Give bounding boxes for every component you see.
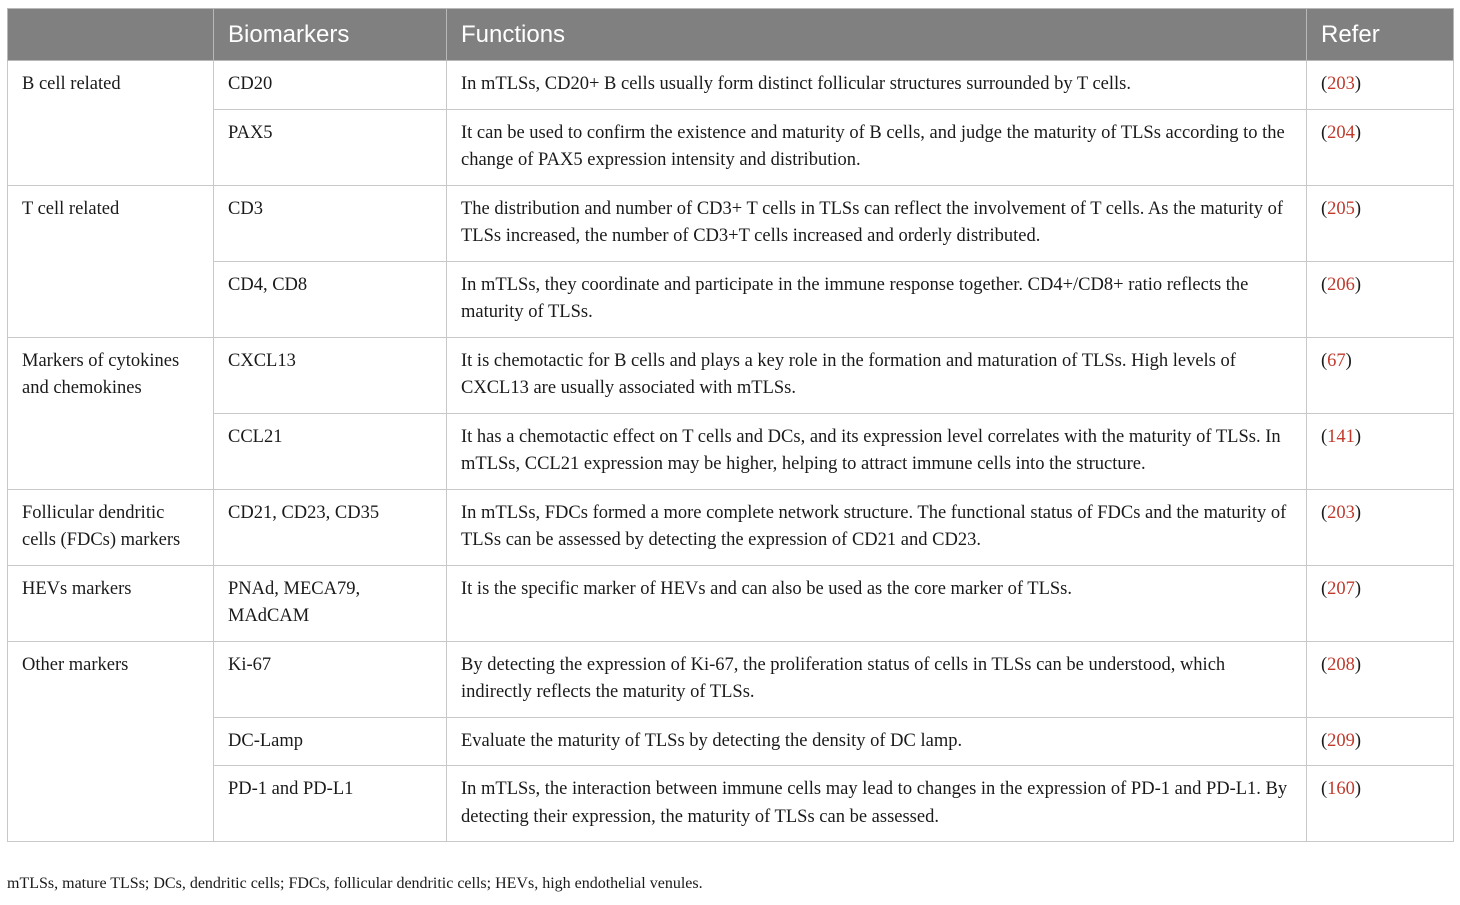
table-body: [8, 61, 1454, 842]
function-cell: Evaluate the maturity of TLSs by detecting the density of DC lamp.: [447, 717, 1307, 766]
reference-cell: (67): [1307, 337, 1454, 413]
function-cell: It is the specific marker of HEVs and can also be used as the core marker of TLSs.: [447, 565, 1307, 641]
function-cell: In mTLSs, the interaction between immune cells may lead to changes in the expression of PD-1 and PD-L1. By detecting their expression, the maturity of TLSs can be assessed.: [447, 766, 1307, 842]
function-cell: It has a chemotactic effect on T cells and DCs, and its expression level correlates with the maturity of TLSs. In mTLSs, CCL21 expression may be higher, helping to attract immune cells into the structure.: [447, 413, 1307, 489]
category-cell: Markers of cytokines and chemokines: [8, 337, 214, 489]
function-cell: It can be used to confirm the existence and maturity of B cells, and judge the maturity of TLSs according to the change of PAX5 expression intensity and distribution.: [447, 109, 1307, 185]
reference-link[interactable]: 203: [1327, 74, 1355, 94]
category-cell: Follicular dendritic cells (FDCs) markers: [8, 489, 214, 565]
table-row: [8, 185, 1454, 261]
header-functions: Functions: [447, 9, 1307, 61]
reference-cell: (203): [1307, 489, 1454, 565]
category-cell: HEVs markers: [8, 565, 214, 641]
category-cell: Other markers: [8, 641, 214, 842]
reference-cell: (203): [1307, 61, 1454, 110]
biomarker-table: [7, 8, 1454, 842]
reference-link[interactable]: 209: [1327, 730, 1355, 751]
reference-cell: (209): [1307, 717, 1454, 766]
header-category: [8, 9, 214, 61]
table-row: [8, 61, 1454, 110]
biomarker-cell: PNAd, MECA79, MAdCAM: [214, 565, 447, 641]
function-cell: It is chemotactic for B cells and plays a key role in the formation and maturation of TLSs. High levels of CXCL13 are usually associated with mTLSs.: [447, 337, 1307, 413]
table-header-row: [8, 9, 1454, 61]
biomarker-cell: CCL21: [214, 413, 447, 489]
biomarker-cell: CD21, CD23, CD35: [214, 489, 447, 565]
reference-link[interactable]: 208: [1327, 654, 1355, 675]
header-refer: Refer: [1307, 9, 1454, 61]
reference-link[interactable]: 160: [1327, 779, 1355, 799]
reference-link[interactable]: 205: [1327, 198, 1355, 219]
reference-cell: (205): [1307, 185, 1454, 261]
biomarker-cell: CD20: [214, 61, 447, 110]
table-row: [8, 413, 1454, 489]
reference-link[interactable]: 204: [1327, 122, 1355, 143]
reference-link[interactable]: 206: [1327, 274, 1355, 295]
table-row: [8, 717, 1454, 766]
table-footnote: mTLSs, mature TLSs; DCs, dendritic cells; FDCs, follicular dendritic cells; HEVs, high endothelial venules.: [7, 875, 703, 892]
biomarker-cell: PAX5: [214, 109, 447, 185]
table-row: [8, 261, 1454, 337]
function-cell: In mTLSs, FDCs formed a more complete network structure. The functional status of FDCs and the maturity of TLSs can be assessed by detecting the expression of CD21 and CD23.: [447, 489, 1307, 565]
reference-link[interactable]: 141: [1327, 426, 1355, 447]
reference-cell: (207): [1307, 565, 1454, 641]
function-cell: By detecting the expression of Ki-67, the proliferation status of cells in TLSs can be understood, which indirectly reflects the maturity of TLSs.: [447, 641, 1307, 717]
table-row: [8, 337, 1454, 413]
reference-cell: (160): [1307, 766, 1454, 842]
header-biomarkers: Biomarkers: [214, 9, 447, 61]
biomarker-cell: DC-Lamp: [214, 717, 447, 766]
function-cell: In mTLSs, CD20+ B cells usually form distinct follicular structures surrounded by T cells.: [447, 61, 1307, 110]
reference-cell: (208): [1307, 641, 1454, 717]
biomarker-cell: PD-1 and PD-L1: [214, 766, 447, 842]
reference-link[interactable]: 67: [1327, 350, 1346, 371]
function-cell: The distribution and number of CD3+ T cells in TLSs can reflect the involvement of T cells. As the maturity of TLSs increased, the number of CD3+T cells increased and orderly distributed.: [447, 185, 1307, 261]
reference-cell: (206): [1307, 261, 1454, 337]
category-cell: T cell related: [8, 185, 214, 337]
reference-cell: (141): [1307, 413, 1454, 489]
category-cell: B cell related: [8, 61, 214, 186]
biomarker-cell: CXCL13: [214, 337, 447, 413]
biomarker-cell: CD4, CD8: [214, 261, 447, 337]
function-cell: In mTLSs, they coordinate and participate in the immune response together. CD4+/CD8+ ratio reflects the maturity of TLSs.: [447, 261, 1307, 337]
biomarker-cell: Ki-67: [214, 641, 447, 717]
biomarker-cell: CD3: [214, 185, 447, 261]
table-row: [8, 565, 1454, 641]
table-row: [8, 109, 1454, 185]
table-row: [8, 489, 1454, 565]
reference-link[interactable]: 207: [1327, 578, 1355, 599]
reference-cell: (204): [1307, 109, 1454, 185]
table-row: [8, 766, 1454, 842]
table-row: [8, 641, 1454, 717]
reference-link[interactable]: 203: [1327, 502, 1355, 523]
